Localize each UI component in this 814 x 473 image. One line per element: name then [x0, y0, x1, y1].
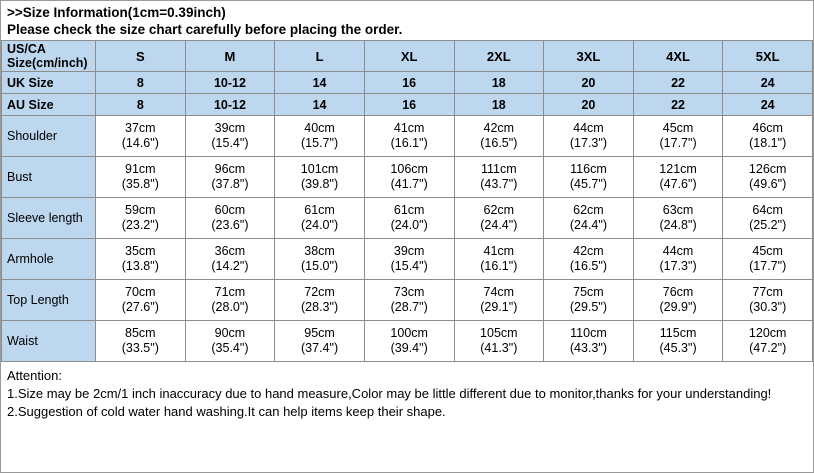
- size-information-heading: >>Size Information(1cm=0.39inch): [7, 5, 226, 20]
- cell-au-size: 22: [633, 94, 723, 116]
- measure-cm: 71cm: [214, 285, 246, 299]
- measure-cm: 37cm: [125, 121, 156, 135]
- measure-cm: 41cm: [483, 244, 515, 258]
- measure-inch: (24.4"): [569, 218, 607, 232]
- measure-cm: 76cm: [662, 285, 694, 299]
- measure-cm: 105cm: [480, 326, 518, 340]
- measure-inch: (14.2"): [211, 259, 249, 273]
- cell-uk-size: 8: [96, 72, 186, 94]
- table-cell: [364, 157, 454, 198]
- table-cell: [96, 321, 186, 362]
- table-cell: [633, 116, 723, 157]
- cell-uk-size: 10-12: [185, 72, 275, 94]
- measure-inch: (29.1"): [480, 300, 518, 314]
- column-header-size: XL: [364, 41, 454, 72]
- table-cell: [185, 116, 275, 157]
- table-cell: [723, 157, 813, 198]
- table-cell: [96, 280, 186, 321]
- cell-uk-size: 14: [275, 72, 365, 94]
- cell-au-size: 14: [275, 94, 365, 116]
- table-cell: [364, 280, 454, 321]
- measure-cm: 90cm: [214, 326, 246, 340]
- table-cell: [544, 321, 634, 362]
- row-label-uk-size: UK Size: [2, 72, 96, 94]
- measure-cm: 42cm: [573, 244, 604, 258]
- measure-inch: (24.8"): [659, 218, 697, 232]
- row-label-measure: Top Length: [2, 280, 96, 321]
- table-cell: [364, 116, 454, 157]
- measure-inch: (17.3"): [659, 259, 697, 273]
- size-chart-table: [1, 40, 813, 362]
- measure-cm: 110cm: [570, 326, 607, 340]
- row-label-au-size: AU Size: [2, 94, 96, 116]
- measure-inch: (29.5"): [569, 300, 607, 314]
- table-cell: [544, 198, 634, 239]
- measure-inch: (45.7"): [569, 177, 607, 191]
- table-row: [2, 157, 813, 198]
- measure-inch: (29.9"): [659, 300, 697, 314]
- table-cell: [454, 280, 544, 321]
- measure-inch: (37.4"): [301, 341, 339, 355]
- row-label-measure: Waist: [2, 321, 96, 362]
- table-row: [2, 321, 813, 362]
- cell-au-size: 10-12: [185, 94, 275, 116]
- measure-cm: 75cm: [573, 285, 604, 299]
- table-cell: [723, 239, 813, 280]
- row-label-measure: Bust: [2, 157, 96, 198]
- measure-cm: 74cm: [483, 285, 515, 299]
- measure-inch: (24.4"): [480, 218, 518, 232]
- table-cell: [544, 280, 634, 321]
- measure-cm: 100cm: [390, 326, 428, 340]
- column-header-size: S: [96, 41, 186, 72]
- measure-inch: (14.6"): [121, 136, 159, 150]
- measure-cm: 101cm: [300, 162, 339, 176]
- measure-cm: 42cm: [483, 121, 515, 135]
- measure-cm: 60cm: [214, 203, 246, 217]
- table-cell: [275, 198, 365, 239]
- measure-cm: 45cm: [752, 244, 783, 258]
- measure-inch: (27.6"): [121, 300, 159, 314]
- table-cell: [544, 239, 634, 280]
- measure-cm: 62cm: [483, 203, 515, 217]
- table-cell: [723, 321, 813, 362]
- attention-note-1: 1.Size may be 2cm/1 inch inaccuracy due to hand measure,Color may be little different due to monitor,thanks for your understanding!: [7, 386, 772, 401]
- measure-cm: 115cm: [659, 326, 697, 340]
- table-cell: [275, 321, 365, 362]
- table-cell: [96, 239, 186, 280]
- measure-inch: (28.7"): [390, 300, 428, 314]
- measure-inch: (17.3"): [569, 136, 607, 150]
- measure-cm: 62cm: [573, 203, 604, 217]
- measure-inch: (47.6"): [659, 177, 697, 191]
- table-cell: [185, 280, 275, 321]
- table-cell: [364, 198, 454, 239]
- measure-inch: (13.8"): [121, 259, 159, 273]
- table-cell: [633, 280, 723, 321]
- measure-cm: 126cm: [748, 162, 787, 176]
- measure-inch: (25.2"): [749, 218, 787, 232]
- measure-inch: (15.4"): [390, 259, 428, 273]
- table-cell: [454, 157, 544, 198]
- measure-inch: (16.5"): [480, 136, 518, 150]
- cell-uk-size: 18: [454, 72, 544, 94]
- measure-cm: 59cm: [125, 203, 156, 217]
- table-cell: [275, 239, 365, 280]
- measure-inch: (41.7"): [390, 177, 428, 191]
- measure-inch: (23.6"): [211, 218, 249, 232]
- measure-inch: (23.2"): [121, 218, 159, 232]
- measure-cm: 36cm: [214, 244, 246, 258]
- table-cell: [185, 239, 275, 280]
- table-cell: [185, 321, 275, 362]
- measure-inch: (47.2"): [749, 341, 787, 355]
- cell-uk-size: 22: [633, 72, 723, 94]
- measure-cm: 46cm: [752, 121, 783, 135]
- measure-cm: 91cm: [125, 162, 156, 176]
- table-cell: [454, 198, 544, 239]
- cell-uk-size: 24: [723, 72, 813, 94]
- column-header-size: 3XL: [544, 41, 634, 72]
- measure-cm: 41cm: [393, 121, 425, 135]
- table-cell: [185, 198, 275, 239]
- measure-inch: (15.7"): [301, 136, 339, 150]
- table-cell: [723, 280, 813, 321]
- measure-inch: (24.0"): [301, 218, 339, 232]
- table-cell: [185, 157, 275, 198]
- column-header-size: M: [185, 41, 275, 72]
- measure-cm: 77cm: [752, 285, 783, 299]
- measure-cm: 111cm: [480, 162, 517, 176]
- table-cell: [454, 116, 544, 157]
- measure-cm: 72cm: [304, 285, 335, 299]
- table-row-au-size: [2, 94, 813, 116]
- measure-inch: (49.6"): [749, 177, 787, 191]
- table-row-uk-size: [2, 72, 813, 94]
- measure-inch: (39.4"): [390, 341, 428, 355]
- measure-cm: 70cm: [125, 285, 156, 299]
- measure-inch: (16.5"): [569, 259, 607, 273]
- measure-inch: (17.7"): [749, 259, 787, 273]
- column-header-size: 2XL: [454, 41, 544, 72]
- measure-inch: (30.3"): [749, 300, 787, 314]
- cell-au-size: 8: [96, 94, 186, 116]
- measure-inch: (45.3"): [659, 341, 697, 355]
- table-cell: [275, 157, 365, 198]
- measure-cm: 96cm: [214, 162, 246, 176]
- table-row: [2, 198, 813, 239]
- measure-cm: 85cm: [125, 326, 156, 340]
- measure-cm: 106cm: [390, 162, 428, 176]
- measure-inch: (16.1"): [390, 136, 428, 150]
- table-cell: [96, 198, 186, 239]
- measure-cm: 44cm: [662, 244, 694, 258]
- measure-inch: (15.4"): [211, 136, 249, 150]
- table-cell: [364, 321, 454, 362]
- measure-cm: 35cm: [125, 244, 156, 258]
- measure-inch: (37.8"): [211, 177, 249, 191]
- measure-cm: 64cm: [752, 203, 783, 217]
- column-header-size-label: US/CA Size(cm/inch): [2, 41, 96, 72]
- table-cell: [275, 280, 365, 321]
- measure-cm: 45cm: [662, 121, 694, 135]
- attention-title: Attention:: [7, 368, 62, 383]
- table-cell: [96, 116, 186, 157]
- column-header-size: 5XL: [723, 41, 813, 72]
- measure-cm: 44cm: [573, 121, 604, 135]
- measure-cm: 39cm: [214, 121, 246, 135]
- measure-inch: (41.3"): [480, 341, 518, 355]
- measure-cm: 38cm: [304, 244, 335, 258]
- measure-inch: (35.8"): [121, 177, 159, 191]
- cell-au-size: 16: [364, 94, 454, 116]
- table-cell: [96, 157, 186, 198]
- table-cell: [544, 157, 634, 198]
- table-cell: [633, 157, 723, 198]
- measure-inch: (24.0"): [390, 218, 428, 232]
- cell-uk-size: 16: [364, 72, 454, 94]
- table-cell: [544, 116, 634, 157]
- table-cell: [454, 321, 544, 362]
- table-row: [2, 239, 813, 280]
- measure-inch: (39.8"): [301, 177, 339, 191]
- cell-au-size: 24: [723, 94, 813, 116]
- table-cell: [723, 116, 813, 157]
- measure-cm: 61cm: [393, 203, 425, 217]
- measure-cm: 73cm: [393, 285, 425, 299]
- measure-inch: (43.7"): [480, 177, 518, 191]
- measure-inch: (15.0"): [301, 259, 339, 273]
- cell-au-size: 20: [544, 94, 634, 116]
- table-cell: [723, 198, 813, 239]
- column-header-size: L: [275, 41, 365, 72]
- measure-cm: 63cm: [662, 203, 694, 217]
- measure-inch: (35.4"): [211, 341, 249, 355]
- measure-inch: (18.1"): [749, 136, 787, 150]
- measure-inch: (28.3"): [301, 300, 339, 314]
- table-cell: [633, 198, 723, 239]
- cell-uk-size: 20: [544, 72, 634, 94]
- table-cell: [633, 239, 723, 280]
- attention-block: [1, 362, 813, 421]
- cell-au-size: 18: [454, 94, 544, 116]
- measure-inch: (33.5"): [121, 341, 159, 355]
- attention-note-2: 2.Suggestion of cold water hand washing.It can help items keep their shape.: [7, 404, 446, 419]
- row-label-measure: Armhole: [2, 239, 96, 280]
- table-cell: [633, 321, 723, 362]
- header-block: [1, 1, 813, 40]
- measure-cm: 40cm: [304, 121, 335, 135]
- size-chart-notice: Please check the size chart carefully before placing the order.: [7, 22, 403, 37]
- measure-cm: 121cm: [659, 162, 697, 176]
- measure-cm: 95cm: [304, 326, 335, 340]
- measure-inch: (16.1"): [480, 259, 518, 273]
- row-label-measure: Shoulder: [2, 116, 96, 157]
- row-label-measure: Sleeve length: [2, 198, 96, 239]
- measure-cm: 120cm: [748, 326, 787, 340]
- measure-inch: (28.0"): [211, 300, 249, 314]
- measure-cm: 61cm: [304, 203, 335, 217]
- measure-inch: (17.7"): [659, 136, 697, 150]
- table-row: [2, 280, 813, 321]
- measure-cm: 116cm: [570, 162, 607, 176]
- table-cell: [275, 116, 365, 157]
- table-cell: [454, 239, 544, 280]
- column-header-size: 4XL: [633, 41, 723, 72]
- table-cell: [364, 239, 454, 280]
- measure-inch: (43.3"): [569, 341, 607, 355]
- table-row: [2, 116, 813, 157]
- measure-cm: 39cm: [393, 244, 425, 258]
- table-header-row: [2, 41, 813, 72]
